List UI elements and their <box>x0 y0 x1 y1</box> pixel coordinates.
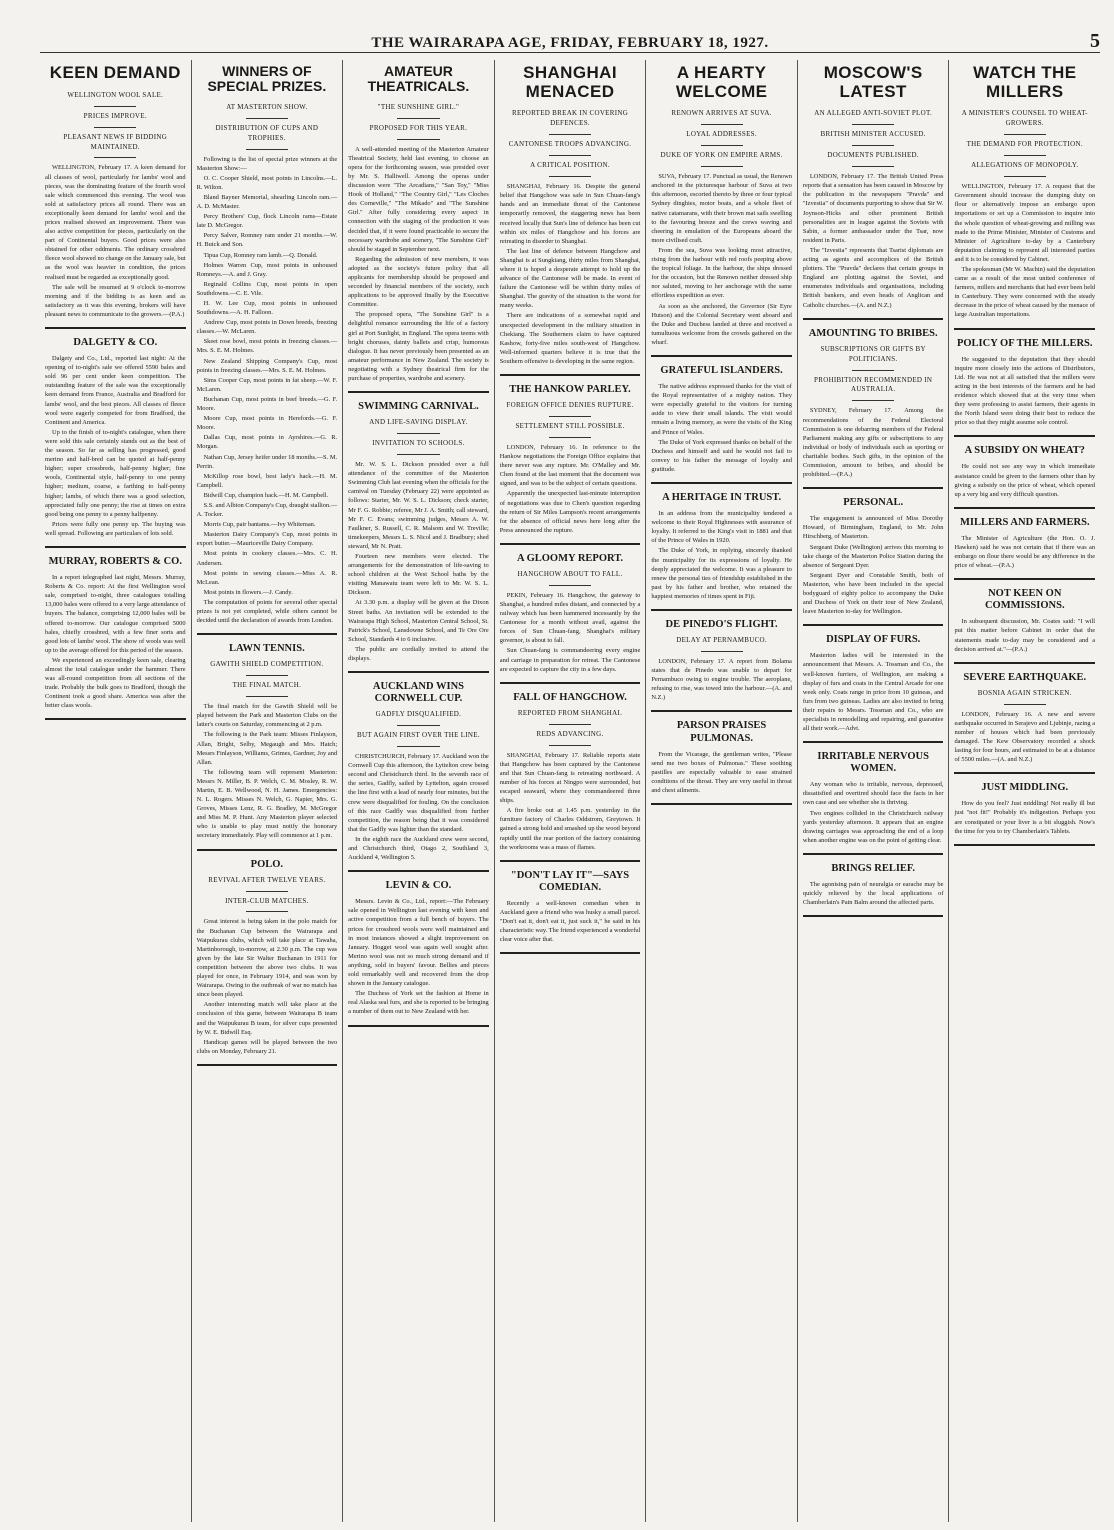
column-3 <box>343 60 495 1522</box>
story-paragraph: WELLINGTON, February 17. A request that the Government should increase the dumping duty on flour or alternatively impose an embargo upon importations or set up a Commission to inquire into the whole question of wheat-growing and milling was made to the Prime Minister, Minister of Customs and Minister of Agriculture to-day by a Canterbury deputation claiming to represent all interested parties and it is to be considered by Cabinet. <box>954 183 1096 263</box>
story-headline: MURRAY, ROBERTS & CO. <box>48 555 182 567</box>
story-paragraph: Reginald Collins Cup, most points in open Southdowns.—C. E. Vile. <box>196 280 338 297</box>
story-paragraph: Dallas Cup, most points in Ayrshires.—G. R. Morgan. <box>196 434 338 451</box>
story-separator <box>954 844 1095 846</box>
story-separator <box>197 633 338 635</box>
divider <box>94 127 136 128</box>
story-paragraph: In subsequent discussion, Mr. Coates said: "I will put this matter before Cabinet in order that the statements made to-day may be considered and a decision arrived at."—(P.A.) <box>954 618 1096 653</box>
story-paragraph: The "Izvestia" represents that Tsarist diplomats are acting as agents and accomplices of the British plotters. The "Pravda" declares that certain groups in England are plotting against the Soviet, and enumerates individuals and organisations, including British bankers, and even heads of Anglican and Catholic churches.—(A. and N.Z.) <box>802 246 944 309</box>
story-separator <box>803 853 944 855</box>
story-subheading: SETTLEMENT STILL POSSIBLE. <box>515 422 625 430</box>
divider <box>1004 155 1046 156</box>
story-separator <box>500 860 641 862</box>
story-subheading: PROHIBITION RECOMMENDED IN AUSTRALIA. <box>814 375 933 394</box>
story-subheading: AT MASTERTON SHOW. <box>226 102 308 111</box>
story-paragraph: The final match for the Gawith Shield will be played between the Park and Masterton Clubs on the latter's courts on Saturday, commencing at 2 p.m. <box>196 703 338 729</box>
story-subheading: BRITISH MINISTER ACCUSED. <box>820 130 926 139</box>
story-paragraph: SUVA, February 17. Punctual as usual, the Renown anchored in the picturesque harbour of Suva at two this afternoon, escorted thereto by three or four typical Sydney dinghies, motor boats, and a whole fleet of native catamarans, with their brown mat sails swelling to the favouring breeze and the crews waving and cheering in emulation of the Europeans aboard the more civilised craft. <box>651 173 792 244</box>
story-subheading: REPORTED FROM SHANGHAI. <box>517 708 623 717</box>
story-separator <box>197 1064 338 1066</box>
story-paragraph: He could not see any way in which immediate assistance could be given to the farmers other than by giving a subsidy on the price of wheat, which opened up a very big and very difficult question. <box>954 463 1096 498</box>
story-paragraph: The proposed opera, "The Sunshine Girl" is a delightful romance surrounding the life of a factory girl at Port Sunlight, in England. The opera teems with bright choruses, dainty ballets and crisp, humorous dialogue. It has never previously been presented as an amateur performance in New Zealand. The society is negotiating with a Sydney theatrical firm for the purchase of properties, wardrobe and scenery. <box>348 311 489 382</box>
story-subheading: DUKE OF YORK ON EMPIRE ARMS. <box>660 151 783 160</box>
story-subheading: AN ALLEGED ANTI-SOVIET PLOT. <box>814 109 933 118</box>
story-headline: BRINGS RELIEF. <box>831 862 915 874</box>
story-paragraph: O. C. Cooper Shield, most points in Lincolns.—L. R. Wilton. <box>196 174 338 191</box>
divider <box>94 157 136 158</box>
story-separator <box>954 662 1095 664</box>
divider <box>1004 134 1046 135</box>
story-paragraph: Andrew Cup, most points in Down breeds, freezing classes.—W. McLaren. <box>196 319 338 336</box>
story-paragraph: Bland Bayner Memorial, shearling Lincoln ram.—A. D. McMaster. <box>196 193 338 211</box>
story-paragraph: New Zealand Shipping Company's Cup, most points in freezing classes.—Mrs. S. E. M. Holmes. <box>196 357 338 374</box>
story-headline: SEVERE EARTHQUAKE. <box>963 671 1087 683</box>
divider <box>1004 704 1046 705</box>
story-separator <box>803 487 944 489</box>
story-subheading: CANTONESE TROOPS ADVANCING. <box>508 140 632 149</box>
story-paragraph: Morris Cup, pair bantams.—Ivy Whiteman. <box>203 521 316 529</box>
story-paragraph: The native address expressed thanks for the visit of the Royal representative of a mighty nation. They were especially grateful to the visitors for turning aside to view their small islands. The visit would remain a living memory, as were the visits of the King and Prince of Wales. <box>651 383 792 436</box>
story-separator <box>651 803 792 805</box>
story-separator <box>954 435 1095 437</box>
story-paragraph: Nathan Cup, Jersey heifer under 18 months.—S. M. Perrin. <box>196 453 338 470</box>
divider <box>246 118 288 119</box>
divider <box>397 139 439 140</box>
story-paragraph: The engagement is announced of Miss Dorothy Howard, of Birmingham, England, to Mr. John Hirschberg, of Masterton. <box>802 515 944 541</box>
story-paragraph: The following team will represent Masterton: Messrs N. Miller, B. P. Welch, C. M. Mosley, R. W. Martin, E. B. Wellwood, N. H. James. Emergencies: N. L. Rogers. Misses N. Welch, G. Napier, Mrs. G. Groves, Misses Lenz, R. G. Bradley, M. McGregor and Miss M. P. Hunt. Any Masterton player selected who is unable to play must notify the honorary secretary immediately. Play will commence at 1 p.m. <box>196 768 338 840</box>
lead-headline: KEEN DEMAND <box>49 63 181 82</box>
story-paragraph: Buchanan Cup, most points in beef breeds.—G. F. Moore. <box>196 395 338 413</box>
story-headline: DISPLAY OF FURS. <box>826 634 921 646</box>
story-paragraph: Mr. W. S. L. Dickson presided over a full attendance of the committee of the Masterton Swimming Club last evening when the officials for the carnival on Tuesday (February 22) were appointed as follows: Starter, Mr. W. S. L. Dickson; check starter, Mr F. G. Robbie; referee, Mr J. A. Smith; call steward, Mr F. C. Evans; swimming judges, Messrs A. W. Faulkner, S. Russell, C. R. Malsom and W. Treville; timekeepers, Messrs L. S. Nicol and J. Bradbury; shed steward, Mr N. Pratt. <box>348 461 489 550</box>
story-separator <box>651 355 792 357</box>
columns <box>40 60 1100 1522</box>
story-paragraph: The computation of points for several other special prizes is not yet completed, while others cannot be decided until the declaration of awards from London. <box>196 598 338 625</box>
column-2 <box>192 60 344 1522</box>
story-headline: DALGETY & CO. <box>73 337 158 349</box>
story-separator <box>500 952 641 954</box>
story-paragraph: How do you feel? Just middling! Not really ill but just "not fit!" Probably it's indigestion. Perhaps you are constipated or your liver is a bit sluggish. Now's the time for you to try Chamberlain's Tablets. <box>954 800 1096 835</box>
story-paragraph: The agonising pain of neuralgia or earache may be quickly relieved by the local applications of Chamberlain's Pain Balm around the affected parts. <box>802 881 944 907</box>
story-paragraph: There are indications of a somewhat rapid and unexpected development in the military situation in Chekiang. The Southerners claim to have captured Kashow, forty-five miles south-west of Hangchow. Well-informed quarters believe it is true that the Southern offensive is developing in the same region. <box>499 312 641 365</box>
story-paragraph: LONDON, February 16. In reference to the Hankow negotiations the Foreign Office explains that there never was any rupture. Mr. O'Malley and Mr. Chen found at the last moment that the document was signed, and was to be the subject of certain questions. <box>499 443 641 488</box>
lead-headline: WATCH THE MILLERS <box>973 63 1077 101</box>
story-headline: PERSONAL. <box>843 497 904 509</box>
story-paragraph: Another interesting match will take place at the conclusion of this game, between Wairarapa B team and the Waipukurau B team, for silver cups presented by W. E. Bidwill Esq. <box>196 1001 338 1036</box>
story-headline: PARSON PRAISES PULMONAS. <box>676 720 767 744</box>
story-paragraph: As soon as she anchored, the Governor (Sir Eyre Hutson) and the Colonial Secretary went aboard and the Duke and Duchess landed at three and received a tumultuous welcome from the crowds gathered on the wharf. <box>651 302 792 346</box>
story-paragraph: WELLINGTON, February 17. A keen demand for all classes of wool, particularly for lambs' wool and pieces, was the dominating feature of the fourth wool sale which commenced this evening. The wool was sold at satisfactory prices all round. There was an exceptionally keen demand for lambs' wool and the prices realised showed an improvement. There was also active competition for pieces, particularly on the part of Continental buyers. Good prices were also obtained for other oddments. The ordinary crossbred fleece wool showed no change on the January sale, but as the wool was heavier in condition, the prices realised must be regarded as exceptionally good. <box>45 164 186 281</box>
story-subheading: LOYAL ADDRESSES. <box>686 130 757 139</box>
story-subheading: BOSNIA AGAIN STRICKEN. <box>977 688 1072 697</box>
story-paragraph: S.S. and Albion Company's Cup, draught stallion.—A. Tocker. <box>196 501 338 519</box>
story-paragraph: SHANGHAI, February 16. Despite the general belief that Hangchow was safe in Sun Chuan-fang's hands and an immediate threat of the Cantonese temporarily removed, the staggering news has been received locally that Sun's line of defence has been cut within six miles of Hangchow and his forces are retreating in disorder to Shanghai. <box>499 183 641 245</box>
divider <box>549 585 591 586</box>
story-headline: POLO. <box>250 858 284 870</box>
story-paragraph: Masterton Dairy Company's Cup, most points in export butter.—Mauriceville Dairy Company. <box>196 531 338 548</box>
story-paragraph: H. W. Lee Cup, most points in unhoused Southdowns.—A. H. Falloon. <box>196 300 338 317</box>
story-separator <box>803 915 944 917</box>
story-paragraph: The Duchess of York set the fashion at Home in real Alaska seal furs, and she is reported to be bringing a number of them out to New Zealand with her. <box>348 990 489 1016</box>
story-separator <box>348 671 489 673</box>
story-paragraph: Most points in flowers.—J. Candy. <box>203 588 293 596</box>
story-headline: JUST MIDDLING. <box>981 782 1069 794</box>
story-separator <box>651 609 792 611</box>
story-separator <box>803 318 944 320</box>
story-headline: DE PINEDO'S FLIGHT. <box>665 618 778 630</box>
story-separator <box>954 328 1095 330</box>
story-subheading: RENOWN ARRIVES AT SUVA. <box>671 109 772 118</box>
story-paragraph: Up to the finish of to-night's catalogue, when there were sold this sale certainly stands out as the best of the season. So far as selling has progressed, good merino and half-bred can be quoted at half-penny higher; super crossbreds, half-penny higher; fine wools, Continental style, half-penny to one penny higher; medium, coarse, a farthing to half-penny higher; lambs, of which there was a good selection, appreciated fully one penny; the rise at times on extra good being one penny to a penny halfpenny. <box>45 428 186 518</box>
column-1 <box>40 60 192 1522</box>
divider <box>549 437 591 438</box>
story-paragraph: Sims Cooper Cup, most points in fat sheep.—W. F. McLaren. <box>196 376 338 393</box>
story-paragraph: LONDON, February 16. A new and severe earthquake occurred in Serajevo and Ljubinje, razing a number of houses which had been previously damaged. The Kew Observatory recorded a shock lasting for four hours, and estimated to be at a distance of 5500 miles.—(A. and N.Z.) <box>954 710 1096 764</box>
story-headline: IRRITABLE NERVOUS WOMEN. <box>817 751 929 775</box>
lead-headline: SHANGHAI MENACED <box>523 63 617 101</box>
story-paragraph: A well-attended meeting of the Masterton Amateur Theatrical Society, held last evening, to choose an opera for the forthcoming season, was presided over by Mr. S. Halliwell. Among the operas under discussion were "The Arcadians," "San Toy," "Miss Hook of Holland," "The Country Girl," "Les Cloches des Corneville," "The Mikado" and "The Sunshine Girl." After fully considering every aspect in connection with the staging of the production it was decided that, if it were found practicable to secure the necessary wardrobe and scenery, "The Sunshine Girl" should be staged in September next. <box>348 145 489 253</box>
story-paragraph: The last line of defence between Hangchow and Shanghai is at Sungkiang, thirty miles from Shanghai, where it is hoped a desperate attempt to hold up the advance of the Cantonese will be made. In event of failure the Cantonese will be within thirty miles of Shanghai. The gravity of the situation is the worst for many weeks. <box>499 247 641 310</box>
story-separator <box>348 870 489 872</box>
divider <box>701 145 743 146</box>
divider <box>549 176 591 177</box>
story-paragraph: McKillop rose bowl, best lady's hack.—H. M. Campbell. <box>196 472 338 489</box>
divider <box>852 166 894 167</box>
divider <box>397 118 439 119</box>
story-subheading: GAWITH SHIELD COMPETITION. <box>210 660 324 669</box>
column-5 <box>646 60 798 1522</box>
lead-headline: A HEARTY WELCOME <box>675 63 768 101</box>
story-headline: NOT KEEN ON COMMISSIONS. <box>984 588 1065 612</box>
story-paragraph: Prices were fully one penny up. The buying was well spread. Following are particulars of lots sold. <box>45 520 186 537</box>
story-paragraph: Recently a well-known comedian when in Auckland gave a friend who was husky a small parcel. "Don't eat it, don't eat it, just suck it," he said in his characteristic way. The friend experienced a wonderful clear voice after that. <box>499 899 641 944</box>
story-paragraph: A fire broke out at 1.45 p.m. yesterday in the furniture factory of Charles Oddstrom, Greytown. It gained a strong hold and smashed up the wood beyond rapidly until the rear portion of the factory containing the workrooms was a mass of flames. <box>499 807 641 851</box>
divider <box>94 106 136 107</box>
story-paragraph: Moore Cup, most points in Herefords.—G. F. Moore. <box>196 415 338 432</box>
story-paragraph: The sale will be resumed at 9 o'clock to-morrow morning and if the bidding is as keen and as satisfactory as it was this evening, brokers will have pleasant news to communicate to the growers.—(P.A.) <box>45 283 186 318</box>
column-7 <box>949 60 1100 1522</box>
story-paragraph: Fourteen new members were elected. The arrangements for the demonstration of life-saving to school children at the West School baths by the visiting Manawatu team were left to Mr. W. S. L. Dickson. <box>348 552 489 597</box>
story-headline: A HERITAGE IN TRUST. <box>662 491 782 503</box>
story-paragraph: CHRISTCHURCH, February 17. Auckland won the Cornwell Cup this afternoon, the Lyttelton crew being second and Christchurch third. In the seventh race of the series, Gadfly, sailed by Lyttelton, again crossed the line first with a lead of nearly four minutes, but the crew were disqualified for fouling. On the conclusion of this race Gadfly was disqualified from further competition, the reason being that it was considered that the Gadfly was lighter than the standard. <box>348 753 489 833</box>
story-paragraph: PEKIN, February 16. Hangchow, the gateway to Shanghai, a hundred miles distant, and connected by a railway which has been hammered incessantly by the Cantonese for a month without avail, against the forces of Sun Chuan-fang, Shanghai's military governor, is about to fall. <box>499 591 641 645</box>
story-subheading: INVITATION TO SCHOOLS. <box>372 439 465 448</box>
masthead <box>40 30 1100 53</box>
story-paragraph: Great interest is being taken in the polo match for the Buchanan Cup between the Wairarapa and Waipukurau clubs, which will take place at Tawaha, Martinborough, to-morrow, at 2.30 p.m. The cup was given by the late Sir Walter Buchanan in 1911 for competition between the above two clubs. It was played for once, in February 1914, and was won by Wairarapa. Owing to the outbreak of war no match has since been played. <box>196 918 338 999</box>
story-subheading: FOREIGN OFFICE DENIES RUPTURE. <box>506 401 634 410</box>
story-subheading: A CRITICAL POSITION. <box>530 161 610 170</box>
story-subheading: WELLINGTON WOOL SALE. <box>67 90 164 99</box>
divider <box>852 400 894 401</box>
story-paragraph: In the eighth race the Auckland crew were second, and Christchurch third, Otago 2, Southland 3, Auckland 4, Wellington 5. <box>348 835 489 862</box>
story-paragraph: Masterton ladies will be interested in the announcement that Messrs. A. Tossman and Co., the well-known furriers, of Wellington, are making a display of furs and coats in the Central Arcade for one week only. Coats range in price from 10 guineas, and furs from two guineas. Ladies are also invited to bring their repairs to Messrs. Tossman and Co., who are specialists in remodelling and repairing, and guarantee all their work.—Advt. <box>802 652 944 733</box>
story-separator <box>197 849 338 851</box>
story-separator <box>651 710 792 712</box>
story-headline: A SUBSIDY ON WHEAT? <box>964 445 1085 457</box>
story-subheading: PRICES IMPROVE. <box>83 111 147 120</box>
story-subheading: AND LIFE-SAVING DISPLAY. <box>369 418 468 427</box>
story-subheading: REPORTED BREAK IN COVERING DEFENCES. <box>511 109 629 128</box>
story-paragraph: The Duke of York, in replying, sincerely thanked the municipality for its expressions of loyalty. He deeply appreciated the welcome. It was a pleasure to renew the personal ties of friendship established in the past by his father and brother, who retained the happiest memories of times spent in Fiji. <box>651 547 792 600</box>
story-paragraph: Sun Chuan-fang is commandeering every engine and carriage in preparation for retreat. The Cantonese are expected to capture the city in a few days. <box>499 647 641 673</box>
divider <box>549 724 591 725</box>
divider <box>701 166 743 167</box>
story-separator <box>348 1025 489 1027</box>
divider <box>246 149 288 150</box>
story-paragraph: The public are cordially invited to attend the displays. <box>348 645 489 662</box>
story-paragraph: SHANGHAI, February 17. Reliable reports state that Hangchow has been captured by the Cantonese and that Sun Chuan-fang is retreating northward. A number of his forces at Ningpo were surrounded, but escaped seaward, where they commandeered three ships. <box>499 751 641 805</box>
story-subheading: "THE SUNSHINE GIRL." <box>377 102 460 111</box>
story-headline: MILLERS AND FARMERS. <box>959 516 1090 528</box>
story-separator <box>651 482 792 484</box>
lead-headline: MOSCOW'S LATEST <box>823 63 923 101</box>
story-paragraph: From the Vicarage, the gentleman writes, "Please send me two boxes of Pulmonas." These soothing pastilles are especially valuable to ease strained conditions of the throat. They are very useful in throat and chest ailments. <box>651 750 792 794</box>
divider <box>549 134 591 135</box>
story-paragraph: SYDNEY, February 17. Among the recommendations of the Federal Electoral Commission is one debarring members of the Federal Parliament making any gifts or subscriptions to any individual or body of individuals such as sporting or charitable bodies. Such gifts, in the opinion of the Commission, amount to bribes, and should be prohibited.—(P.A.) <box>802 407 944 479</box>
story-paragraph: The following is the Park team: Misses Finlayson, Allan, Bright, Selby, Megaugh and Mrs. Hatch; Messrs Finlayson, Williams, Grimes, Gardner, Joy and Allan. <box>196 731 338 766</box>
story-separator <box>803 741 944 743</box>
divider <box>397 454 439 455</box>
story-headline: "DON'T LAY IT"—SAYS COMEDIAN. <box>510 869 630 893</box>
story-paragraph: Messrs. Levin & Co., Ltd., report:—The February sale opened in Wellington last evening with keen and active competition from a full bench of buyers. The prices for crossbred wools were well maintained and in most instances showed a slight improvement on January. Hogget wool was again well sought after. Merino wool was not so much strong demand and if anything, sold in buyers' favour. Bellies and pieces sold remarkably well and recovered from the drop shown in the January catalogue. <box>348 898 489 988</box>
divider <box>852 124 894 125</box>
story-subheading: REDS ADVANCING. <box>536 729 604 738</box>
story-separator <box>45 718 186 720</box>
story-separator <box>45 546 186 548</box>
divider <box>701 124 743 125</box>
story-separator <box>954 578 1095 580</box>
story-paragraph: Regarding the admission of new members, it was adopted as the society's future policy that all applicants for membership should be proposed and seconded by financial members of the society, such applications to be approved finally by the Executive Committee. <box>348 255 489 309</box>
story-paragraph: We experienced an exceedingly keen sale, clearing almost the total catalogue under the hammer. There was all-round competition from all sections of the trade. Probably the bulk goes to Bradford, though the Continent took a good share. America was after the better class wools. <box>45 656 186 710</box>
story-paragraph: Skeet rose bowl, most points in freezing classes.—Mrs. S. E. M. Holmes. <box>196 338 338 355</box>
story-paragraph: From the sea, Suva was looking most attractive, rising from the harbour with red roofs peeping above the tropical foliage. In the harbour, the ships dressed for the occasion, but the Renown neither dressed ship nor saluted, moving to her anchorage with the same effortless expedition as ever. <box>651 246 792 300</box>
story-paragraph: In a report telegraphed last night, Messrs. Murray, Roberts & Co. report: At the first Wellington wool sale, comprised to-night, three catalogues totalling 13,000 bales were offered to a very large attendance of buyers. The balance, comprising 12,000 bales will be offered to-morrow. Our catalogue comprised 5000 bales, chiefly crossbred, with a few finer sorts and good lots of lambs' wool. The show of wools was well up to the average offered for this period of the season. <box>45 574 186 654</box>
story-subheading: DOCUMENTS PUBLISHED. <box>827 151 919 160</box>
story-separator <box>500 374 641 376</box>
story-separator <box>500 682 641 684</box>
lead-headline: AMATEUR THEATRICALS. <box>367 63 470 95</box>
story-separator <box>348 391 489 393</box>
story-subheading: INTER-CLUB MATCHES. <box>225 896 309 905</box>
story-subheading: THE FINAL MATCH. <box>232 681 302 690</box>
story-paragraph: Sergeant Duke (Wellington) arrives this morning to take charge of the Masterton Police Station during the absence of Sergeant Dyer. <box>802 543 944 569</box>
story-paragraph: At 3.30 p.m. a display will be given at the Dixon Street baths. An invitation will be extended to the Wairarapa High School, Masterton Central School, St. Patrick's School, Lansdowne School, and Te Ore Ore School, Standards 4 to 6 inclusive. <box>348 599 489 643</box>
divider <box>701 651 743 652</box>
story-headline: A GLOOMY REPORT. <box>516 552 624 564</box>
story-paragraph: Dalgety and Co., Ltd., reported last night: At the opening of to-night's sale we offered 5590 bales and sold 96 per cent under keen competition. The outstanding feature of the sale was the exceptionally keen demand from France, Australia and Bradford for lambs' wool, and the best pieces. All classes of fleece wool were eagerly competed for from Bradford, the Continent and America. <box>45 355 186 426</box>
story-separator <box>45 327 186 329</box>
column-4 <box>495 60 647 1522</box>
lead-headline: WINNERS OF SPECIAL PRIZES. <box>207 63 327 95</box>
divider <box>246 891 288 892</box>
story-subheading: PROPOSED FOR THIS YEAR. <box>369 123 468 132</box>
story-separator <box>500 543 641 545</box>
story-paragraph: Any woman who is irritable, nervous, depressed, dissatisfied and overtired should face the facts in her own case and see whether she is thriving. <box>802 781 944 807</box>
story-paragraph: The Minister of Agriculture (the Hon. O. J. Hawken) said he was not certain that if there was an embargo on flour there would be any difference in the price of wheat.—(P.A.) <box>954 534 1096 570</box>
story-paragraph: The Duke of York expressed thanks on behalf of the Duchess and himself and said he would not fail to convey to his father the message of loyalty and gratitude. <box>651 438 792 473</box>
divider <box>246 675 288 676</box>
story-headline: SWIMMING CARNIVAL. <box>358 401 479 413</box>
story-headline: AUCKLAND WINS CORNWELL CUP. <box>372 681 464 705</box>
story-subheading: ALLEGATIONS OF MONOPOLY. <box>971 161 1079 170</box>
story-paragraph: Two engines collided in the Christchurch railway yards yesterday afternoon. It appears that an engine drawing carriages was approaching the end of a loop when another engine was on the point of getting clear. <box>802 809 944 844</box>
story-paragraph: Tipua Cup, Romney ram lamb.—Q. Donald. <box>203 251 318 259</box>
story-paragraph: LONDON, February 17. The British United Press reports that a sensation has been caused in Moscow by the publication in the newspapers "Pravda" and "Izvestia" of documents purporting to show that Sir W. Joynson-Hicks and other prominent British personalities are in league against the Soviets with Sabin, a former ambassador under the Tsar, now resident in Paris. <box>802 173 944 244</box>
story-headline: GRATEFUL ISLANDERS. <box>660 364 783 376</box>
story-paragraph: In an address from the municipality tendered a welcome to their Royal Highnesses with assurance of loyalty. It referred to the King's visit in 1881 and that of the Prince of Wales in 1920. <box>651 510 792 545</box>
story-headline: LAWN TENNIS. <box>229 643 305 655</box>
story-paragraph: Apparently the unexpected last-minute interruption of negotiations was due to Chen's question regarding the return of Sir Miles Lampson's recent arrangements for the absence of official news here long after the Press announced the rupture. <box>499 490 641 534</box>
divider <box>549 155 591 156</box>
story-paragraph: Handicap games will be played between the two clubs on Monday, February 21. <box>196 1038 338 1055</box>
divider <box>246 911 288 912</box>
story-subheading: DISTRIBUTION OF CUPS AND TROPHIES. <box>215 123 319 142</box>
story-paragraph: Holmes Warren Cup, most points in unhoused Romneys.—A. and J. Gray. <box>196 261 338 278</box>
divider <box>397 725 439 726</box>
masthead-title: THE WAIRARAPA AGE, FRIDAY, FEBRUARY 18, 1927. <box>371 35 769 51</box>
story-paragraph: Sergeant Dyer and Constable Smith, both of Masterton, who have been included in the special bodyguard of eighty police to accompany the Duke and Duchess of York on their tour of New Zealand, leave Masterton to-day for Wellington. <box>802 571 944 616</box>
story-separator <box>954 772 1095 774</box>
story-headline: THE HANKOW PARLEY. <box>509 384 631 395</box>
story-subheading: DELAY AT PERNAMBUCO. <box>676 636 767 645</box>
story-subheading: THE DEMAND FOR PROTECTION. <box>966 140 1083 149</box>
story-paragraph: The spokesman (Mr W. Machin) said the deputation came as a result of the most united conference of farmers, millers and merchants that had ever been held in Canterbury. They were concerned with the steady decrease in the price of wheat caused by the menace of large Australian importations. <box>954 265 1096 319</box>
divider <box>549 745 591 746</box>
story-paragraph: Percy Brothers' Cup, flock Lincoln rams—Estate late D. McGregor. <box>196 213 338 230</box>
story-paragraph: Following is the list of special prize winners at the Masterton Show:— <box>196 155 338 172</box>
divider <box>246 696 288 697</box>
divider <box>397 433 439 434</box>
column-6 <box>798 60 950 1522</box>
story-paragraph: Most points in cookery classes.—Mrs. C. H. Andersen. <box>196 550 338 567</box>
story-paragraph: Bidwill Cup, champion hack.—H. M. Campbell. <box>203 491 329 499</box>
story-paragraph: Most points in sewing classes.—Miss A. R. McLean. <box>196 569 338 586</box>
story-subheading: SUBSCRIPTIONS OR GIFTS BY POLITICIANS. <box>820 344 926 363</box>
story-subheading: A MINISTER'S COUNSEL TO WHEAT-GROWERS. <box>961 109 1088 128</box>
divider <box>397 746 439 747</box>
page-number: 5 <box>1090 30 1100 52</box>
divider <box>549 416 591 417</box>
divider <box>852 370 894 371</box>
story-headline: POLICY OF THE MILLERS. <box>956 337 1093 349</box>
divider <box>1004 176 1046 177</box>
story-subheading: GADFLY DISQUALIFIED. <box>375 710 462 719</box>
story-separator <box>803 624 944 626</box>
divider <box>852 145 894 146</box>
story-subheading: HANGCHOW ABOUT TO FALL. <box>517 569 623 578</box>
story-headline: AMOUNTING TO BRIBES. <box>808 327 938 339</box>
story-paragraph: Percy Salver, Romney ram under 21 months.—W. H. Buick and Son. <box>196 232 338 249</box>
story-subheading: PLEASANT NEWS IF BIDDING MAINTAINED. <box>63 132 168 151</box>
story-paragraph: LONDON, February 17. A report from Bolama states that de Pinedo was unable to depart for Pernambuco owing to engine trouble. The aeroplane, refusing to rise, was towed into the harbour.—(A. and N.Z.) <box>651 657 792 702</box>
story-headline: FALL OF HANGCHOW. <box>513 691 627 703</box>
story-separator <box>954 507 1095 509</box>
story-paragraph: He suggested to the deputation that they should inquire more closely into the actions of Distributors, Ltd. He was not at all satisfied that the millers were acting in the best interests of the farmers and he had evidence which showed that at the very time when they were professing to assist farmers, their agents in the North Island were doing their best to reduce the price so that they might assume sole control. <box>954 355 1096 427</box>
story-headline: LEVIN & CO. <box>385 880 452 892</box>
story-subheading: BUT AGAIN FIRST OVER THE LINE. <box>356 731 480 740</box>
story-subheading: REVIVAL AFTER TWELVE YEARS. <box>208 875 326 884</box>
